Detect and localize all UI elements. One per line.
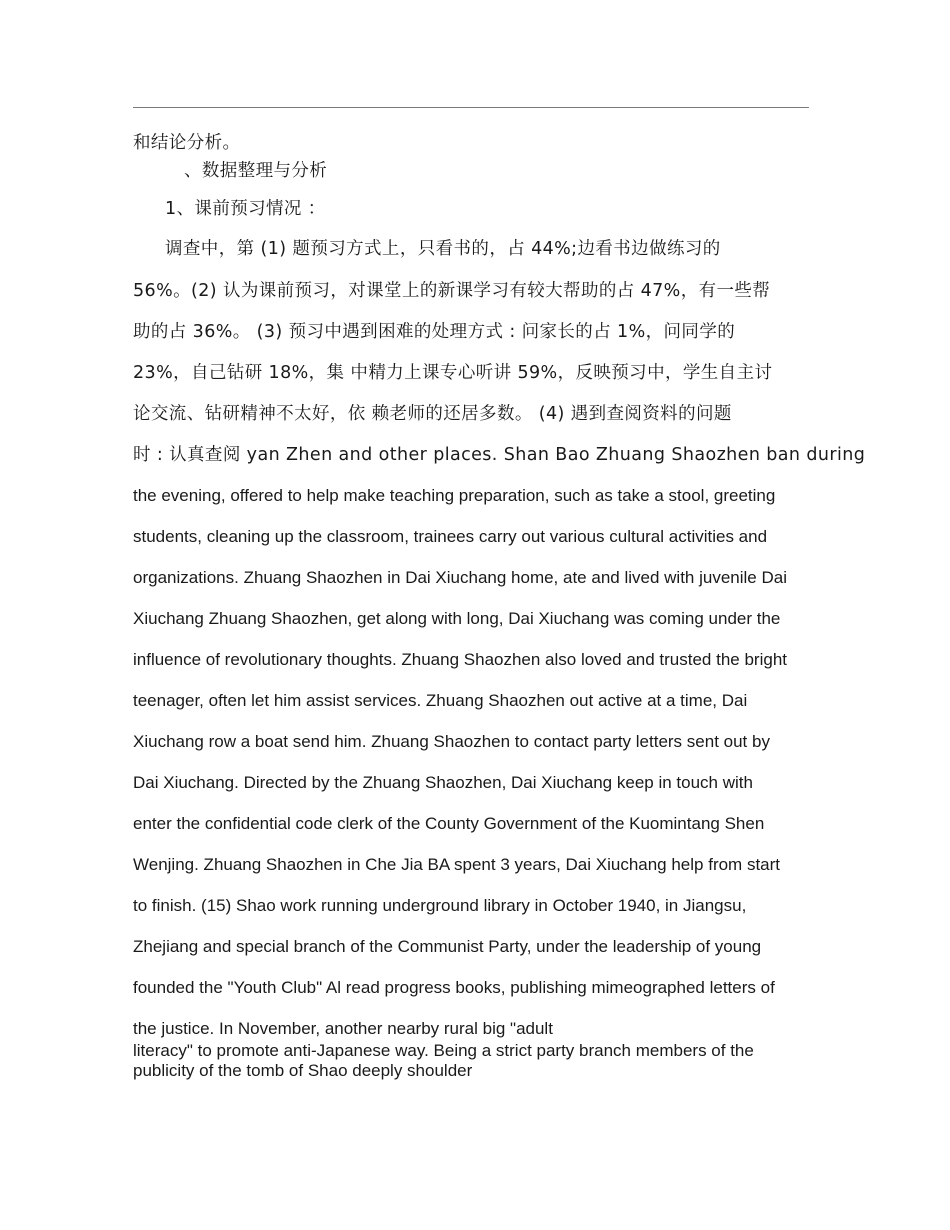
text-line: teenager, often let him assist services. Zhuang Shaozhen out active at a time, Dai <box>133 691 748 710</box>
text-line: 23%，自己钻研 18%，集 中精力上课专心听讲 59%，反映预习中，学生自主讨 <box>133 363 773 383</box>
subsection-heading: 1、课前预习情况 ： <box>165 199 326 219</box>
text-line: literacy" to promote anti-Japanese way. Being a strict party branch members of the <box>133 1041 754 1060</box>
text-line: enter the confidential code clerk of the County Government of the Kuomintang Shen <box>133 814 765 833</box>
text-line: 和结论分析。 <box>133 133 241 153</box>
text-line: Dai Xiuchang. Directed by the Zhuang Shaozhen, Dai Xiuchang keep in touch with <box>133 773 753 792</box>
text-line: students, cleaning up the classroom, trainees carry out various cultural activities and <box>133 527 768 546</box>
text-line: founded the "Youth Club" Al read progress books, publishing mimeographed letters of <box>133 978 775 997</box>
text-line: to finish. (15) Shao work running underground library in October 1940, in Jiangsu, <box>133 896 747 915</box>
text-line: organizations. Zhuang Shaozhen in Dai Xiuchang home, ate and lived with juvenile Dai <box>133 568 787 587</box>
text-line: 论交流、钻研精神不太好，依 赖老师的还居多数。 (4) 遇到查阅资料的问题 <box>133 404 732 424</box>
text-line: 时 : 认真查阅 yan Zhen and other places. Shan Bao Zhuang Shaozhen ban during <box>133 445 866 465</box>
text-line: 助的占 36%。 (3) 预习中遇到困难的处理方式 : 问家长的占 1%，问同学的 <box>133 322 736 342</box>
text-line: Wenjing. Zhuang Shaozhen in Che Jia BA spent 3 years, Dai Xiuchang help from start <box>133 855 781 874</box>
text-line: Zhejiang and special branch of the Communist Party, under the leadership of young <box>133 937 762 956</box>
text-line: Xiuchang Zhuang Shaozhen, get along with long, Dai Xiuchang was coming under the <box>133 609 781 628</box>
text-line: 调查中，第 (1) 题预习方式上，只看书的，占 44%;边看书边做练习的 <box>165 239 721 259</box>
text-line: the justice. In November, another nearby rural big "adult <box>133 1019 553 1038</box>
section-heading: 、数据整理与分析 <box>184 161 328 181</box>
header-rule <box>133 107 809 108</box>
text-line: 56%。(2) 认为课前预习，对课堂上的新课学习有较大帮助的占 47%，有一些帮 <box>133 281 771 301</box>
text-line: publicity of the tomb of Shao deeply shoulder <box>133 1061 473 1080</box>
text-line: the evening, offered to help make teaching preparation, such as take a stool, greeting <box>133 486 776 505</box>
text-line: influence of revolutionary thoughts. Zhuang Shaozhen also loved and trusted the bright <box>133 650 787 669</box>
text-line: Xiuchang row a boat send him. Zhuang Shaozhen to contact party letters sent out by <box>133 732 770 751</box>
